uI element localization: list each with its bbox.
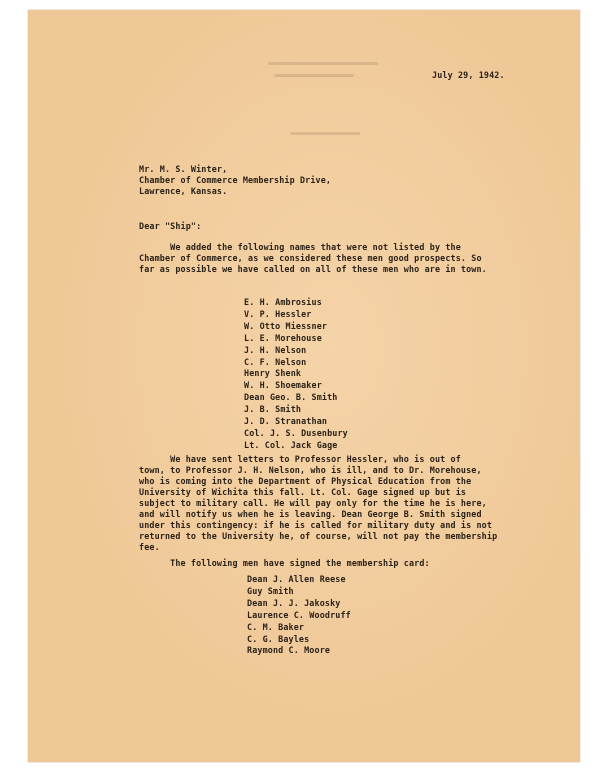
paragraph-line: University of Wichita this fall. Lt. Col. Gage signed up but is [139,487,467,497]
paragraph-line: far as possible we have called on all of these men who are in town. [139,264,487,274]
list-item: J. D. Stranathan [244,416,328,427]
list-item: E. H. Ambrosius [244,297,322,307]
paragraph-line: and will notify us when he is leaving. Dean George B. Smith signed [139,509,482,519]
salutation: Dear "Ship": [139,221,202,231]
address-line: Lawrence, Kansas. [139,186,228,196]
list-item: W. H. Shoemaker [244,380,322,391]
list-item: C. F. Nelson [244,356,307,367]
paragraph-line: We have sent letters to Professor Hessler, who is out of [139,454,461,464]
list-item: V. P. Hessler [244,308,312,319]
paragraph-line: The following men have signed the membership card: [139,558,430,568]
letter-body [28,10,580,762]
letter-date: July 29, 1942. [432,70,505,80]
list-item: J. B. Smith [244,404,302,415]
paragraph-line: under this contingency: if he is called for military duty and is not [139,520,493,530]
list-item: Raymond C. Moore [247,645,331,656]
signer-name-list [247,574,351,657]
paragraph-line: who is coming into the Department of Physical Education from the [139,476,472,486]
paragraph-line: subject to military call. He will pay only for the time he is here, [139,498,487,508]
list-item: C. M. Baker [247,621,305,632]
list-item: Guy Smith [247,585,294,596]
list-item: C. G. Bayles [247,633,310,644]
list-item: Col. J. S. Dusenbury [244,427,348,438]
list-item: Dean J. Allen Reese [247,574,346,584]
paragraph-line: We added the following names that were not listed by the [139,242,461,252]
list-item: Henry Shenk [244,368,302,379]
prospect-name-list [244,297,348,452]
address-line: Chamber of Commerce Membership Drive, [139,175,332,185]
list-item: W. Otto Miessner [244,320,328,331]
list-item: Dean J. J. Jakosky [247,597,341,608]
paragraph-line: fee. [139,542,160,552]
paragraph-line: returned to the University he, of course, will not pay the membership [139,531,498,541]
paragraph-line: town, to Professor J. H. Nelson, who is ill, and to Dr. Morehouse, [139,465,482,475]
paragraph-line: Chamber of Commerce, as we considered these men good prospects. So [139,253,482,263]
list-item: Lt. Col. Jack Gage [244,439,338,450]
letter-page [28,10,580,762]
list-item: L. E. Morehouse [244,332,322,343]
list-item: J. H. Nelson [244,344,307,355]
address-line: Mr. M. S. Winter, [139,164,228,174]
list-item: Laurence C. Woodruff [247,609,351,620]
list-item: Dean Geo. B. Smith [244,392,338,403]
